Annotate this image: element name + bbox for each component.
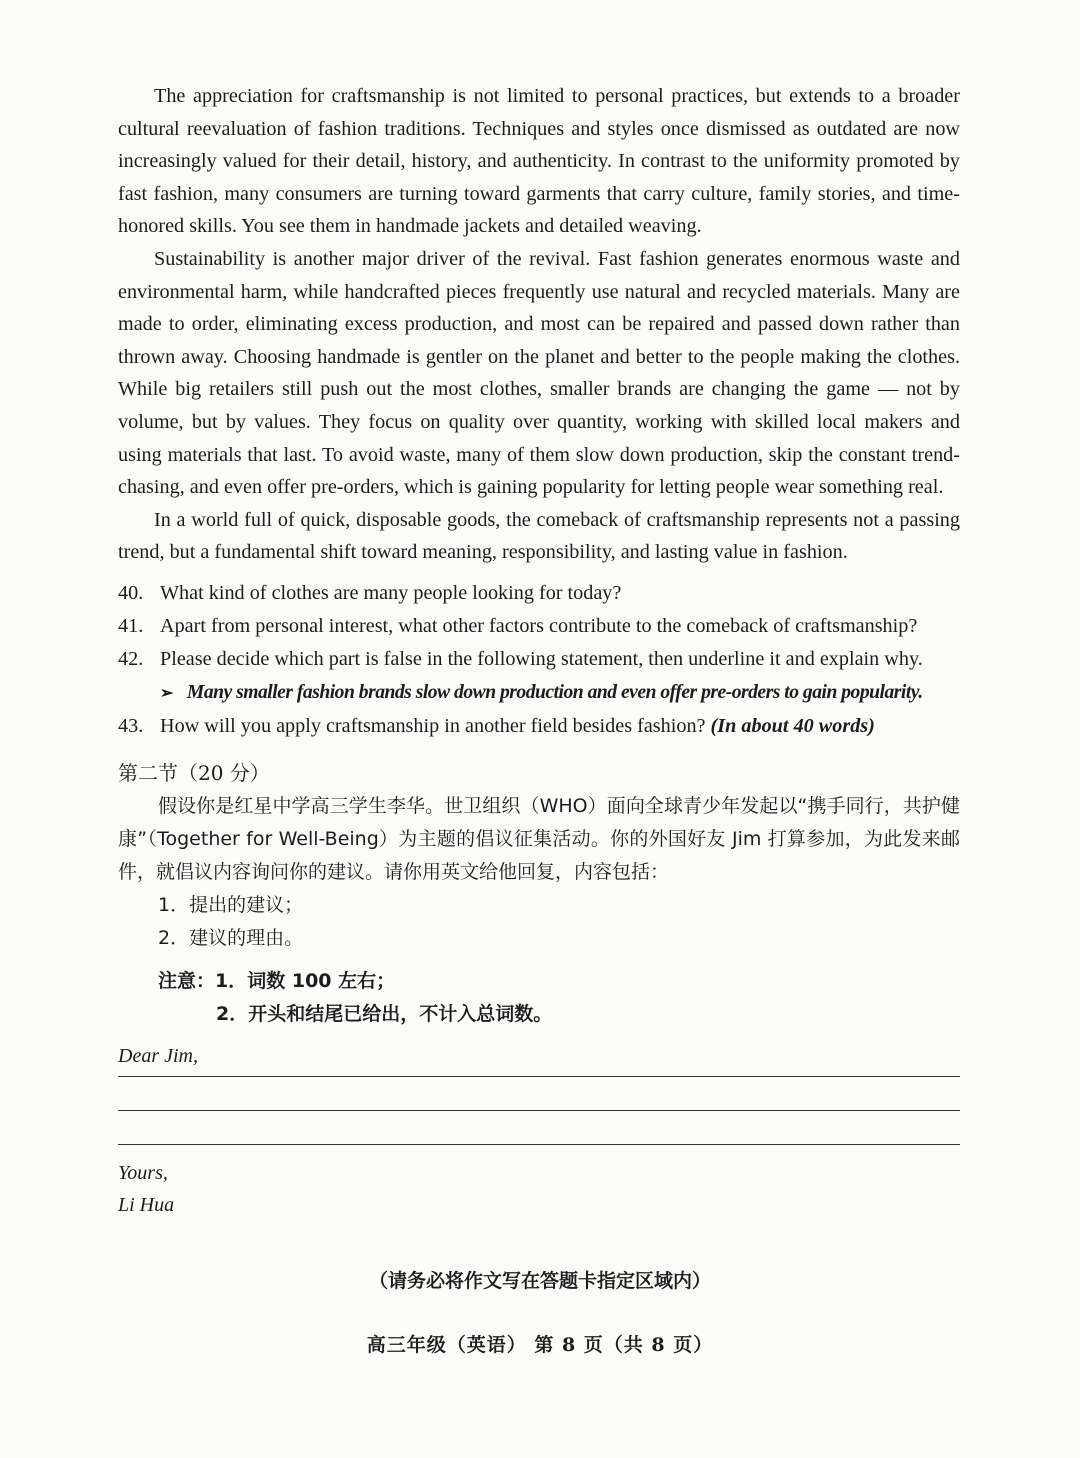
exam-page bbox=[118, 80, 960, 1221]
writing-prompt: 假设你是红星中学高三学生李华。世卫组织（WHO）面向全球青少年发起以“携手同行，共护健康”（Together for Well-Being）为主题的倡议征集活动。你的外国好友 Jim 打算参加，为此发来邮件，就倡议内容询问你的建议。请你用英文给他回复，内容包括： bbox=[118, 794, 960, 883]
note-2: 2．开头和结尾已给出，不计入总词数。 bbox=[216, 1002, 553, 1025]
arrow-bullet-icon: ➢ bbox=[160, 684, 173, 702]
salutation: Dear Jim, bbox=[118, 1044, 198, 1067]
question-42-statement bbox=[118, 676, 960, 710]
note-1: 1．词数 100 左右； bbox=[215, 969, 396, 992]
passage-paragraph-2: Sustainability is another major driver of the revival. Fast fashion generates enormous waste and environmental harm, while handcrafted pieces frequently use natural and recycled materials. Many are made to order, eliminating excess production, and most can be repaired and passed down rather than thrown away. Choosing handmade is gentler on the planet and better to the people making the clothes. While big retailers still push out the most clothes, smaller brands are changing the game — not by volume, but by values. They focus on quality over quantity, working with skilled local makers and using materials that last. To avoid waste, many of them slow down production, skip the constant trend-chasing, and even offer pre-orders, which is gaining popularity for letting people wear something real. bbox=[118, 247, 960, 499]
writing-line bbox=[118, 1075, 960, 1077]
section-title: 第二节（20 分） bbox=[118, 760, 270, 785]
question-text: Please decide which part is false in the following statement, then underline it and explain why. bbox=[160, 647, 923, 670]
passage-paragraph-3: In a world full of quick, disposable goods, the comeback of craftsmanship represents not a passing trend, but a fundamental shift toward meaning, responsibility, and lasting value in fashion. bbox=[118, 508, 960, 564]
question-text bbox=[160, 710, 875, 743]
statement-text: Many smaller fashion brands slow down production and even offer pre-orders to gain popularity. bbox=[186, 681, 923, 703]
question-text: What kind of clothes are many people looking for today? bbox=[160, 581, 622, 604]
question-number: 40. bbox=[118, 581, 144, 604]
question-43-text: How will you apply craftsmanship in another field besides fashion? bbox=[160, 714, 706, 737]
passage-paragraph-1: The appreciation for craftsmanship is not limited to personal practices, but extends to a broader cultural reevaluation of fashion traditions. Techniques and styles once dismissed as outdated are now increasingly valued for their detail, history, and authenticity. In contrast to the uniformity promoted by fast fashion, many consumers are turning toward garments that carry culture, family stories, and time-honored skills. You see them in handmade jackets and detailed weaving. bbox=[118, 85, 960, 238]
question-41 bbox=[118, 610, 960, 643]
writing-line bbox=[118, 1109, 960, 1111]
note-label: 注意： bbox=[158, 969, 216, 992]
signature: Li Hua bbox=[118, 1193, 175, 1216]
question-list bbox=[118, 577, 960, 743]
writing-line bbox=[118, 1143, 960, 1145]
closing: Yours, bbox=[118, 1161, 168, 1184]
note-line-1 bbox=[118, 965, 960, 998]
question-number: 41. bbox=[118, 614, 144, 637]
word-count-hint: (In about 40 words) bbox=[710, 714, 875, 737]
page-footer: 高三年级（英语） 第 8 页（共 8 页） bbox=[366, 1334, 714, 1356]
answer-card-instruction: （请务必将作文写在答题卡指定区域内） bbox=[368, 1270, 711, 1292]
question-42 bbox=[118, 643, 960, 676]
prompt-item-1: 1．提出的建议； bbox=[158, 893, 304, 916]
prompt-item-2: 2．建议的理由。 bbox=[158, 926, 304, 949]
question-40 bbox=[118, 577, 960, 610]
question-number: 43. bbox=[118, 714, 144, 737]
question-number: 42. bbox=[118, 647, 144, 670]
question-43 bbox=[118, 710, 960, 743]
question-text: Apart from personal interest, what other factors contribute to the comeback of craftsmanship? bbox=[160, 614, 918, 637]
